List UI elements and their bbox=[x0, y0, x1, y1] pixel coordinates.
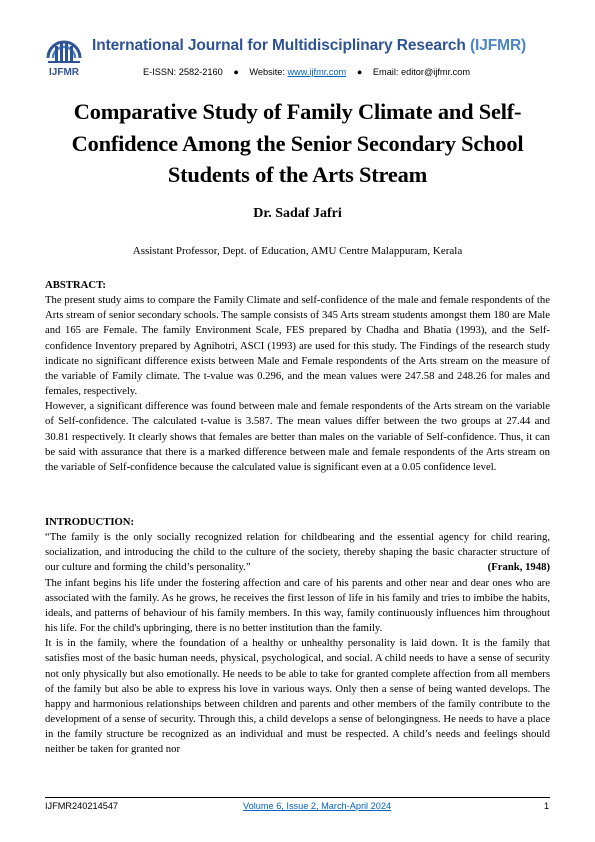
intro-paragraph-1: The infant begins his life under the fostering affection and care of his parents and other near and dear ones who are associated with the family. As he grows, he receives the first lesson of life in his family and tries to imbibe the habits, ideals, and patterns of behaviour of his family members. In this way, family continuously influences him throughout his life. For the child's upbringing, there is no better institution than the family. bbox=[45, 576, 550, 635]
intro-paragraph-2: It is in the family, where the foundation of a healthy or unhealthy personality is laid down. It is the family that satisfies most of the basic human needs, physical, psychological, and social. A child needs to have a sense of security not only physically but also emotionally. He needs to be able to take for granted complete affection from all members of the family but also be able to express his love in various ways. Only then a sense of being wanted develops. The happy and harmonious relationships between children and parents and other members of the family contribute to the development of a sense of security. Through this, a child develops a sense of belongingness. He needs to have a place in the family structure be recognized as an individual and must be respected. A child’s needs and feelings should neither be taken for granted nor bbox=[45, 637, 550, 756]
bullet-icon: ● bbox=[233, 67, 239, 77]
journal-name: International Journal for Multidisciplinary Research bbox=[92, 37, 466, 54]
page-number: 1 bbox=[544, 801, 550, 811]
abstract-section bbox=[45, 278, 550, 475]
journal-abbr: (IJFMR) bbox=[470, 37, 527, 54]
journal-logo bbox=[44, 30, 84, 80]
journal-title bbox=[92, 37, 526, 55]
journal-info-line bbox=[143, 67, 470, 77]
issn: E-ISSN: 2582-2160 bbox=[143, 67, 223, 77]
email[interactable]: Email: editor@ijfmr.com bbox=[372, 67, 471, 77]
introduction-section bbox=[45, 515, 550, 758]
paper-id: IJFMR240214547 bbox=[45, 801, 119, 811]
abstract-paragraph-2: However, a significant difference was found between male and female respondents of the Arts stream on the variable of Self-confidence. The calculated t-value is 3.587. The mean values differ between the two groups at 27.44 and 30.81 respectively. It clearly shows that females are better than males on the variable of Self-confidence. Thus, it can be said with assurance that there is a marked difference between male and female respondents of the Arts stream on the variable of Self-confidence because the calculated value is significant even at a 0.05 confidence level. bbox=[45, 400, 550, 473]
author-name: Dr. Sadaf Jafri bbox=[253, 206, 342, 221]
bullet-icon: ● bbox=[356, 67, 363, 77]
quote-reference: (Frank, 1948) bbox=[487, 561, 550, 574]
article-title: Comparative Study of Family Climate and Self-Confidence Among the Senior Secondary School Students of the Arts Stream bbox=[71, 99, 524, 187]
abstract-heading: ABSTRACT: bbox=[45, 279, 106, 291]
quote-text: “The family is the only socially recognized relation for childbearing and the essential agency for child rearing, socialization, and introducing the child to the culture of the society, thereby shaping the basic character structure of our culture and forming the child’s personality.” bbox=[45, 531, 550, 574]
author-affiliation: Assistant Professor, Dept. of Education, AMU Centre Malappuram, Kerala bbox=[132, 245, 463, 257]
volume-link[interactable]: Volume 6, Issue 2, March-April 2024 bbox=[243, 801, 392, 811]
website-label: Website: bbox=[249, 67, 285, 77]
footer-divider bbox=[45, 797, 550, 798]
intro-quote bbox=[45, 530, 550, 575]
introduction-heading: INTRODUCTION: bbox=[45, 516, 135, 528]
website-link[interactable]: www.ijfmr.com bbox=[287, 67, 347, 77]
logo-text: IJFMR bbox=[49, 67, 79, 78]
abstract-paragraph-1: The present study aims to compare the Family Climate and self-confidence of the male and female respondents of the Arts stream of senior secondary schools. The sample consists of 345 Arts stream students amongst them 180 are Male and 165 are Female. The family Environment Scale, FES prepared by Chadha and Bhatia (1993), and the Self-confidence Inventory prepared by Agnihotri, ASCI (1993) are used for this study. The Findings of the research study indicate no significant difference exists between Male and Female respondents of the Arts stream on the measure of the variable of Family climate. The t-value was 0.296, and the mean values were 247.58 and 248.26 for males and females, respectively. bbox=[45, 294, 550, 398]
